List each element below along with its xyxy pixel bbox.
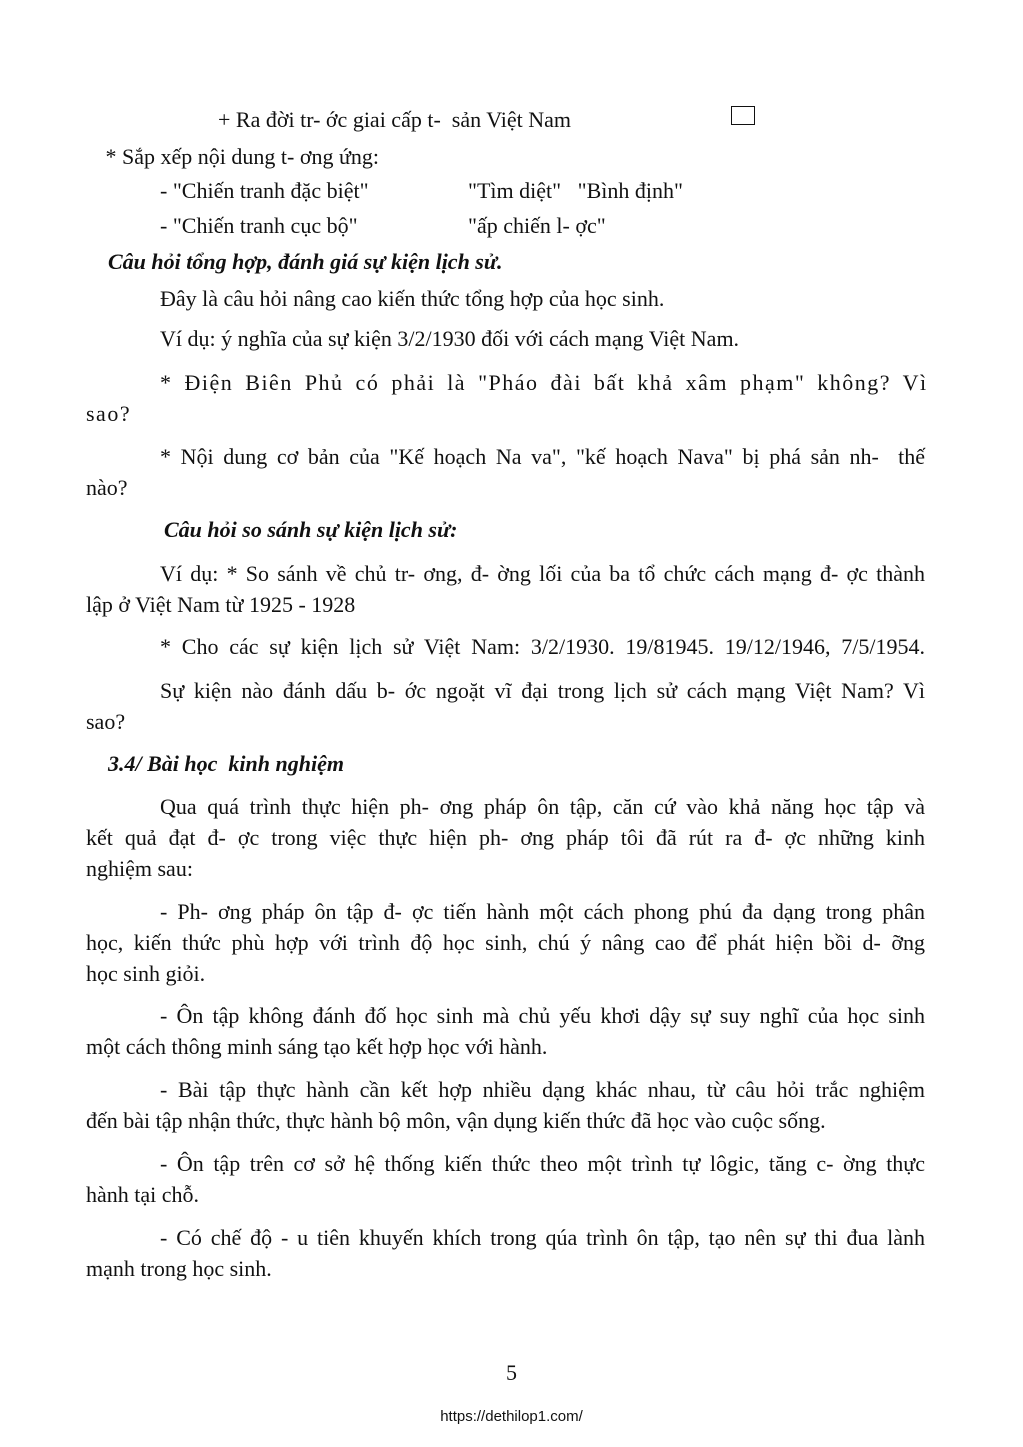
compare-example-end: lập ở Việt Nam từ 1925 - 1928 [86, 592, 356, 617]
compare-example: Ví dụ: * So sánh về chủ tr- ơng, đ- ờng lối của ba tổ chức cách mạng đ- ợc thành [160, 561, 925, 586]
dien-bien-phu-question: * Điện Biên Phủ có phải là "Pháo đài bất khả xâm phạm" không? Vì [160, 370, 928, 395]
turning-point-question-end: sao? [86, 709, 126, 734]
lessons-p1-line3: nghiệm sau: [86, 856, 193, 881]
compare-heading: Câu hỏi so sánh sự kiện lịch sử: [164, 517, 458, 542]
lessons-p4-line1: - Bài tập thực hành cần kết hợp nhiều dạng khác nhau, từ câu hỏi trắc nghiệm [160, 1077, 925, 1102]
war-type-local: - "Chiến tranh cục bộ" [160, 213, 358, 238]
lessons-p3-line2: một cách thông minh sáng tạo kết hợp học với hành. [86, 1034, 548, 1059]
arrange-heading: * Sắp xếp nội dung t- ơng ứng: [100, 144, 379, 169]
lessons-p5-line2: hành tại chỗ. [86, 1182, 200, 1207]
dien-bien-phu-question-end: sao? [86, 401, 132, 426]
lessons-p6-line1: - Có chế độ - u tiên khuyến khích trong qúa trình ôn tập, tạo nên sự thi đua lành [160, 1225, 925, 1250]
lessons-p1-line1: Qua quá trình thực hiện ph- ơng pháp ôn tập, căn cứ vào khả năng học tập và [160, 794, 925, 819]
navarre-plan-question-end: nào? [86, 475, 128, 500]
page-number: 5 [506, 1360, 517, 1385]
lessons-p2-line3: học sinh giỏi. [86, 961, 206, 986]
source-url[interactable]: https://dethilop1.com/ [440, 1408, 583, 1425]
lessons-p2-line2: học, kiến thức phù hợp với trình độ học sinh, chú ý nâng cao để phát hiện bồi d- ỡng [86, 930, 925, 955]
turning-point-question: Sự kiện nào đánh dấu b- ớc ngoặt vĩ đại trong lịch sử cách mạng Việt Nam? Vì [160, 678, 925, 703]
lessons-p1-line2: kết quả đạt đ- ợc trong việc thực hiện ph- ơng pháp tôi đã rút ra đ- ợc những kinh [86, 825, 925, 850]
synthesis-example: Ví dụ: ý nghĩa của sự kiện 3/2/1930 đối với cách mạng Việt Nam. [160, 326, 740, 351]
lessons-p5-line1: - Ôn tập trên cơ sở hệ thống kiến thức theo một trình tự lôgic, tăng c- ờng thực [160, 1151, 925, 1176]
lessons-p2-line1: - Ph- ơng pháp ôn tập đ- ợc tiến hành một cách phong phú đa dạng trong phân [160, 899, 925, 924]
strategy-row2: "ấp chiến l- ợc" [468, 213, 606, 238]
lessons-heading: 3.4/ Bài học kinh nghiệm [108, 751, 344, 776]
synthesis-intro: Đây là câu hỏi nâng cao kiến thức tổng hợp của học sinh. [160, 286, 665, 311]
war-type-special: - "Chiến tranh đặc biệt" [160, 178, 369, 203]
lessons-p4-line2: đến bài tập nhận thức, thực hành bộ môn, vận dụng kiến thức đã học vào cuộc sống. [86, 1108, 826, 1133]
bourgeoisie-item: + Ra đời tr- ớc giai cấp t- sản Việt Nam [218, 107, 572, 132]
events-list: * Cho các sự kiện lịch sử Việt Nam: 3/2/1930. 19/81945. 19/12/1946, 7/5/1954. [160, 634, 925, 659]
answer-checkbox [731, 106, 755, 125]
lessons-p3-line1: - Ôn tập không đánh đố học sinh mà chủ yếu khơi dậy sự suy nghĩ của học sinh [160, 1003, 925, 1028]
lessons-p6-line2: mạnh trong học sinh. [86, 1256, 272, 1281]
strategy-row1: "Tìm diệt" "Bình định" [468, 178, 683, 203]
synthesis-heading: Câu hỏi tổng hợp, đánh giá sự kiện lịch sử. [108, 249, 503, 274]
navarre-plan-question: * Nội dung cơ bản của "Kế hoạch Na va", "kế hoạch Nava" bị phá sản nh- thế [160, 444, 925, 469]
